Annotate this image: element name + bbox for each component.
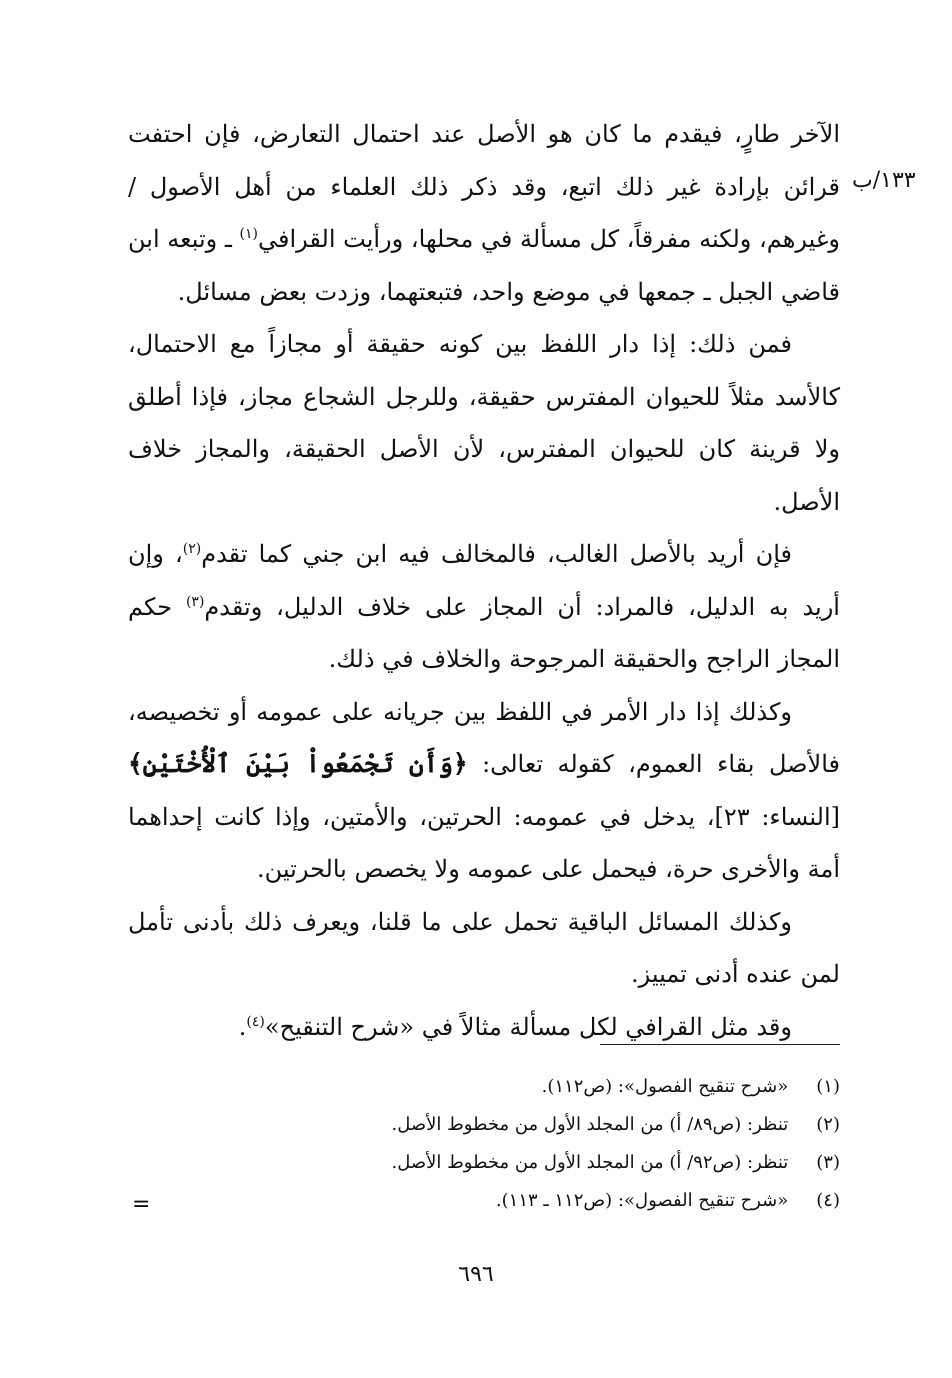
paragraph <box>128 686 840 896</box>
folio-margin-note: ١٣٣/ب <box>852 168 916 193</box>
paragraph-text: وقد مثل القرافي لكل مسألة مثالاً في «شرح التنقيح» <box>264 1012 792 1041</box>
paragraph-text: وكذلك المسائل الباقية تحمل على ما قلنا، ويعرف ذلك بأدنى تأمل لمن عنده أدنى تمييز. <box>128 907 840 988</box>
footnote-number: (٣) <box>816 1152 840 1173</box>
paragraph-text: ، وإن أريد به الدليل، فالمراد: أن المجاز على خلاف الدليل، وتقدم <box>128 540 840 621</box>
footnote <box>300 1106 840 1144</box>
footnote-text: «شرح تنقيح الفصول»: (ص١١٢ ـ ١١٣). <box>495 1190 789 1211</box>
footnote-reference: (٢) <box>182 541 202 557</box>
paragraph <box>128 1001 840 1054</box>
footnote-text: تنظر: (ص٩٢/ أ) من المجلد الأول من مخطوط الأصل. <box>391 1152 789 1173</box>
paragraph-text: حكم المجاز الراجح والحقيقة المرجوحة والخلاف في ذلك. <box>128 592 840 673</box>
paragraph-text: فمن ذلك: إذا دار اللفظ بين كونه حقيقة أو مجازاً مع الاحتمال، كالأسد مثلاً للحيوان المفترس حقيقة، وللرجل الشجاع مجاز، فإذا أطلق ولا قرينة كان للحيوان المفترس، لأن الأصل الحقيقة، والمجاز خلاف الأصل. <box>128 330 841 516</box>
footnote-divider <box>600 1044 840 1045</box>
paragraph <box>128 108 840 318</box>
paragraph-text: ـ وتبعه ابن قاضي الجبل ـ جمعها في موضع واحد، فتبعتهما، وزدت بعض مسائل. <box>128 225 840 306</box>
footnote <box>300 1144 840 1182</box>
footnote-text: تنظر: (ص٨٩/ أ) من المجلد الأول من مخطوط الأصل. <box>391 1114 789 1135</box>
footnote-text: «شرح تنقيح الفصول»: (ص١١٢). <box>541 1076 789 1097</box>
paragraph-text: [النساء: ٢٣]، يدخل في عمومه: الحرتين، والأمتين، وإذا كانت إحداهما أمة والأخرى حرة، فيحمل على عمومه ولا يخصص بالحرتين. <box>128 802 840 883</box>
paragraph-text: . <box>238 1012 247 1041</box>
page-number: ٦٩٦ <box>458 1262 494 1287</box>
footnote <box>300 1182 840 1220</box>
footnote-continuation-mark: = <box>132 1192 151 1217</box>
footnote-reference: (٤) <box>246 1013 265 1030</box>
paragraph-text: فإن أريد بالأصل الغالب، فالمخالف فيه ابن جني كما تقدم <box>201 540 792 568</box>
paragraph <box>128 528 840 686</box>
footnote-reference: (١) <box>239 226 258 242</box>
footnote-reference: (٣) <box>185 593 205 610</box>
paragraph <box>128 896 840 1001</box>
paragraph <box>128 318 840 528</box>
quran-verse: ﴿وَأَن تَجْمَعُواْ بَيْنَ ٱلْأُخْتَيْنِ﴾ <box>128 749 468 778</box>
footnote-number: (٤) <box>816 1190 840 1211</box>
footnote-number: (١) <box>816 1076 840 1097</box>
paragraph-text: وكذلك إذا دار الأمر في اللفظ بين جريانه على عمومه أو تخصيصه، فالأصل بقاء العموم، كقوله تعالى: <box>128 697 840 778</box>
footnote-number: (٢) <box>816 1114 840 1135</box>
main-body-text <box>128 108 840 1053</box>
footnote <box>300 1068 840 1106</box>
footnotes <box>300 1068 840 1220</box>
paragraph-text: الآخر طارٍ، فيقدم ما كان هو الأصل عند احتمال التعارض، فإن احتفت قرائن بإرادة غير ذلك اتبع، وقد ذكر ذلك العلماء من أهل الأصول / وغيرهم، ولكنه مفرقاً، كل مسألة في محلها، ورأيت القرافي <box>128 120 840 253</box>
